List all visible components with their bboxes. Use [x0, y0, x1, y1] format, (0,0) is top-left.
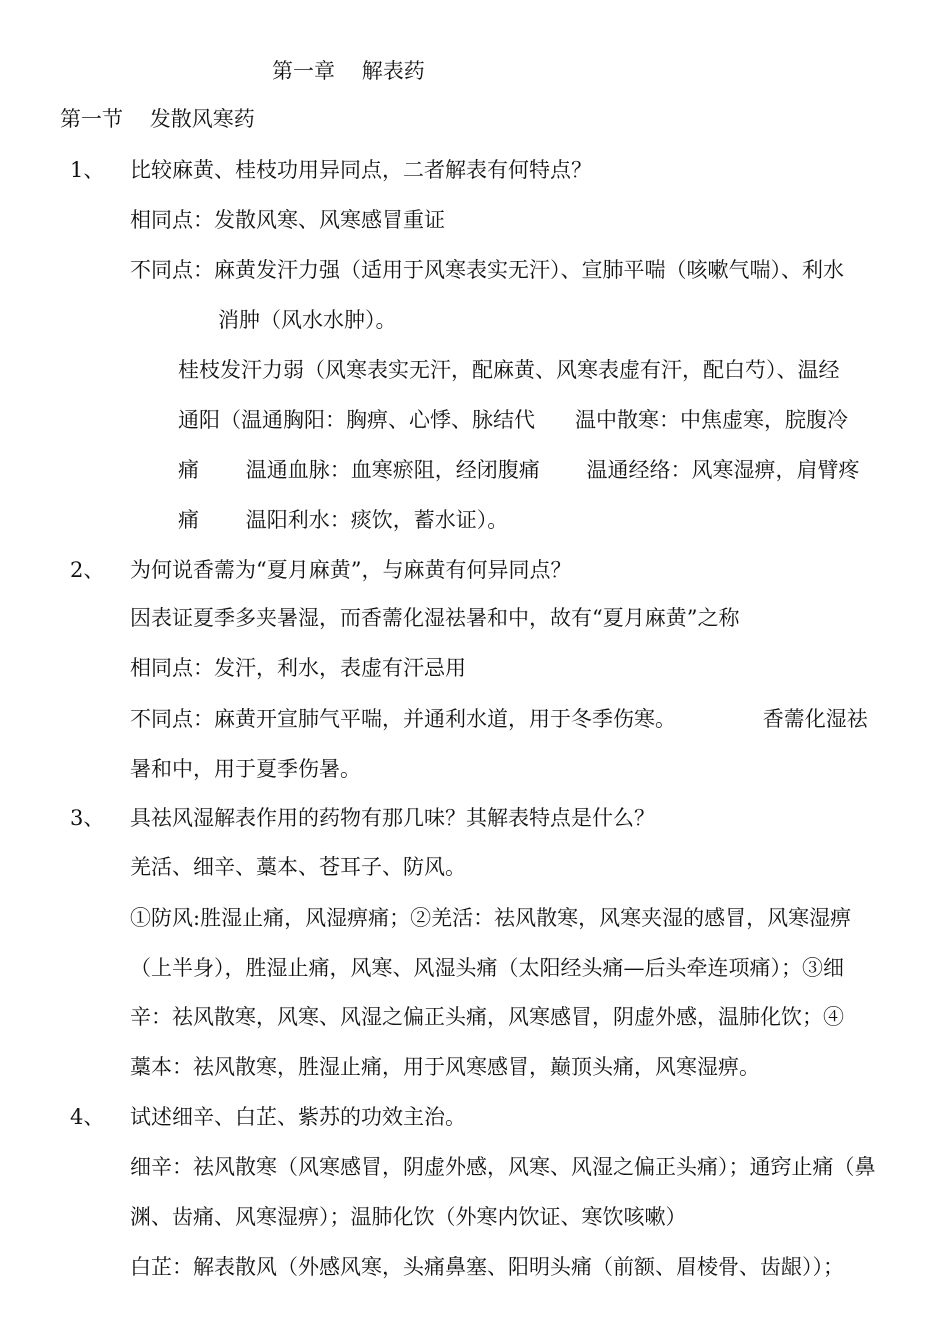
answer-line: 因表证夏季多夹暑湿，而香薷化湿祛暑和中，故有“夏月麻黄”之称 — [130, 606, 740, 630]
question-number: 3、 — [70, 806, 105, 830]
question-text: 比较麻黄、桂枝功用异同点，二者解表有何特点？ — [130, 158, 592, 182]
answer-line: 桂枝发汗力弱（风寒表实无汗，配麻黄、风寒表虚有汗，配白芍）、温经 — [178, 358, 840, 382]
answer-line: 暑和中，用于夏季伤暑。 — [130, 757, 361, 781]
answer-line: 痛 温通血脉：血寒瘀阻，经闭腹痛 温通经络：风寒湿痹，肩臂疼 — [178, 458, 860, 482]
answer-line: ①防风:胜湿止痛，风湿痹痛；②羌活：祛风散寒，风寒夹湿的感冒，风寒湿痹 — [130, 906, 852, 930]
section-title: 第一节 发散风寒药 — [60, 107, 255, 131]
question-number: 2、 — [70, 558, 105, 582]
answer-line: 辛：祛风散寒，风寒、风湿之偏正头痛，风寒感冒，阴虚外感，温肺化饮；④ — [130, 1005, 844, 1029]
question-text: 具祛风湿解表作用的药物有那几味？其解表特点是什么？ — [130, 806, 655, 830]
answer-line: 藁本：祛风散寒，胜湿止痛，用于风寒感冒，巅顶头痛，风寒湿痹。 — [130, 1055, 760, 1079]
answer-line: 羌活、细辛、藁本、苍耳子、防风。 — [130, 855, 466, 879]
answer-line: 通阳（温通胸阳：胸痹、心悸、脉结代 温中散寒：中焦虚寒，脘腹冷 — [178, 408, 849, 432]
answer-line: 消肿（风水水肿）。 — [218, 308, 397, 332]
question-text: 为何说香薷为“夏月麻黄”，与麻黄有何异同点？ — [130, 558, 572, 582]
answer-line: 不同点：麻黄发汗力强（适用于风寒表实无汗）、宣肺平喘（咳嗽气喘）、利水 — [130, 258, 844, 282]
answer-line: 相同点：发汗，利水，表虚有汗忌用 — [130, 656, 466, 680]
answer-line: 渊、齿痛、风寒湿痹）；温肺化饮（外寒内饮证、寒饮咳嗽） — [130, 1205, 687, 1229]
answer-line: 细辛：祛风散寒（风寒感冒，阴虚外感，风寒、风湿之偏正头痛）；通窍止痛（鼻 — [130, 1155, 876, 1179]
question-number: 1、 — [70, 158, 105, 182]
answer-line: 不同点：麻黄开宣肺气平喘，并通利水道，用于冬季伤寒。 香薷化湿祛 — [130, 707, 868, 731]
answer-line: 痛 温阳利水：痰饮，蓄水证）。 — [178, 508, 509, 532]
answer-line: 白芷：解表散风（外感风寒，头痛鼻塞、阳明头痛（前额、眉棱骨、齿龈））； — [130, 1255, 844, 1279]
question-text: 试述细辛、白芷、紫苏的功效主治。 — [130, 1105, 466, 1129]
answer-line: 相同点：发散风寒、风寒感冒重证 — [130, 208, 445, 232]
question-number: 4、 — [70, 1105, 105, 1129]
chapter-title: 第一章 解表药 — [272, 59, 425, 83]
answer-line: （上半身），胜湿止痛，风寒、风湿头痛（太阳经头痛—后头牵连项痛）；③细 — [130, 956, 844, 980]
